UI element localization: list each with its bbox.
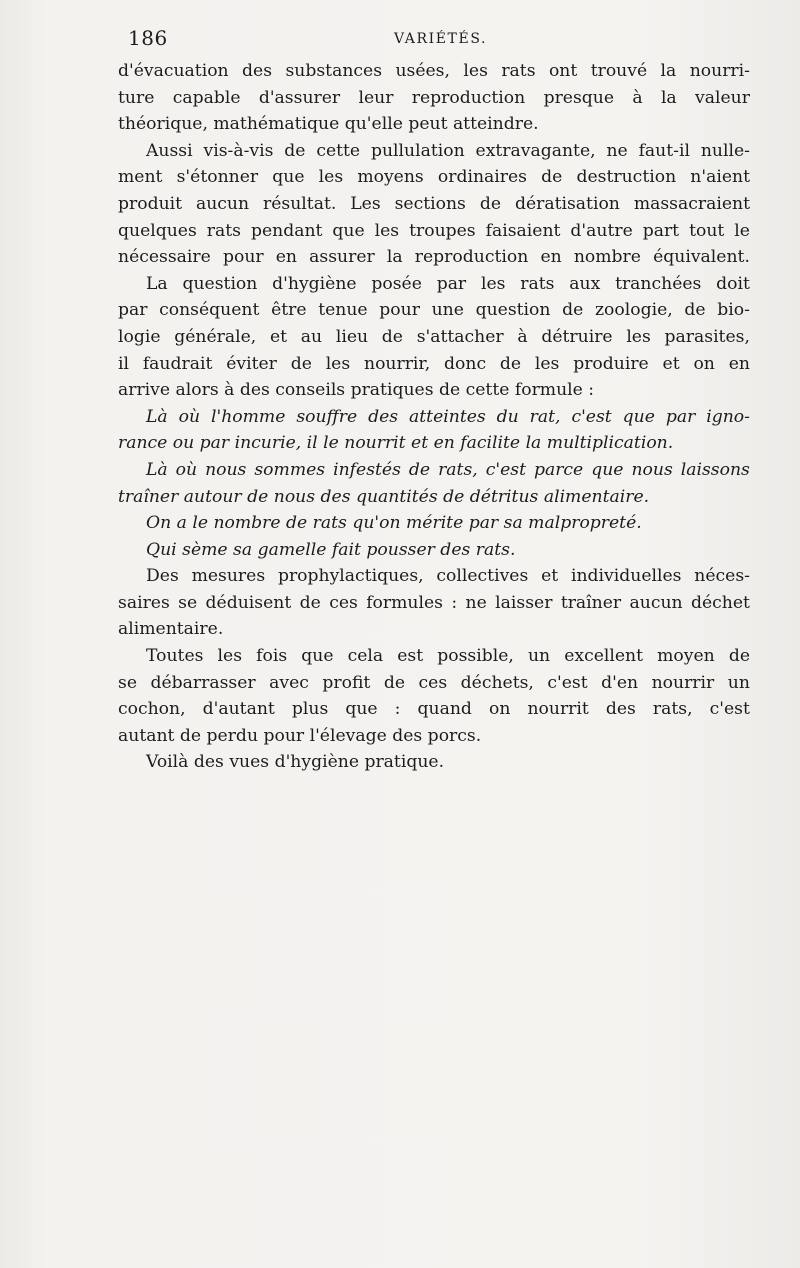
text-line [118,297,750,324]
word: moyen [657,646,715,667]
word: tout [689,220,725,241]
word: plus [291,699,329,720]
word: rats [520,273,555,294]
word: cette [316,140,361,161]
word: rats [501,61,536,81]
word: en [540,247,562,268]
text-line [118,377,750,404]
word: il [118,353,129,374]
word: en [275,247,298,268]
word: que [345,699,378,720]
word: excellent [564,646,644,667]
word: que [272,167,305,188]
text-line [118,244,750,271]
word: par [665,406,696,427]
word: : [394,699,401,720]
word: se [118,672,137,693]
word: de [562,300,584,321]
text-line [118,85,750,112]
word: de [290,353,312,374]
word: détruire [541,326,613,347]
word: conséquent [159,300,260,321]
word: posée [371,273,422,294]
word: cela [347,646,384,667]
word: un [527,646,551,667]
word: tenue [318,300,368,321]
word: substances [285,61,383,81]
word: nourrit [527,699,589,720]
word: nombre [573,247,641,268]
word: on [488,699,511,720]
word: massacraient [633,193,750,214]
word: débarrasser [150,672,256,693]
word: c'est [571,406,612,427]
word: déduisent [205,592,292,613]
text-line [118,537,750,564]
word: la [386,247,403,268]
word: cochon, [118,699,186,720]
word: et [269,326,288,347]
word: rats [206,220,241,241]
word: traîner [560,592,622,613]
word: bio- [717,300,750,321]
text-line [118,404,750,431]
word: d'hygiène [272,273,357,294]
word: ment [118,167,163,188]
word: d'autant [202,699,275,720]
word: d'autre [570,220,633,241]
word: nulle- [700,140,750,161]
word: logie [118,326,161,347]
word: profit [322,672,371,693]
text-line-content: arrive alors à des conseils pratiques de cette formule : [118,380,595,401]
word: leur [358,87,394,108]
text-line [118,430,750,457]
body-text [118,58,750,776]
word: de [284,140,306,161]
text-line [118,164,750,191]
word: parce [533,459,584,480]
word: avec [269,672,309,693]
text-line [118,271,750,298]
text-line [118,484,750,511]
word: atteintes [409,406,486,427]
word: ces [418,672,448,693]
word: moyens [357,167,424,188]
word: c'est [485,459,526,480]
word: ture [118,87,155,108]
word: les [217,646,243,667]
text-line [118,749,750,776]
word: nous [631,459,673,480]
word: de [684,300,706,321]
word: laissons [680,459,750,480]
word: nécessaire [118,247,211,268]
word: le [734,220,750,241]
word: usées, [395,61,450,81]
word: rat, [529,406,561,427]
word: est [397,646,424,667]
text-line-content: alimentaire. [118,619,224,640]
word: rats, [438,459,478,480]
text-line [118,58,750,85]
word: et [662,353,680,374]
word: pour [379,300,420,321]
word: s'attacher [416,326,504,347]
word: lieu [335,326,369,347]
word: pendant [250,220,323,241]
word: de [541,167,563,188]
word: ont [548,61,578,81]
text-line [118,670,750,697]
word: en [728,353,750,374]
word: rats, [652,699,693,720]
word: s'étonner [176,167,259,188]
word: saires [118,592,170,613]
word: les [626,326,651,347]
word: produire [573,353,649,374]
word: : [451,592,458,613]
word: trouvé [590,61,648,81]
word: souffre [296,406,358,427]
word: néces- [694,566,750,587]
word: les [318,167,344,188]
word: la [660,87,677,108]
word: des [242,61,273,81]
page-number: 186 [128,26,168,50]
word: un [727,672,750,693]
word: du [496,406,519,427]
word: prophylactiques, [277,566,424,587]
word: assurer [309,247,375,268]
word: être [271,300,307,321]
word: la [660,61,677,81]
word: c'est [709,699,750,720]
word: question [475,300,551,321]
text-line [118,563,750,590]
word: équivalent. [653,247,750,268]
word: au [300,326,323,347]
text-line [118,111,750,138]
word: possible, [437,646,514,667]
word: collectives [436,566,529,587]
word: part [642,220,680,241]
word: de [299,592,321,613]
word: faisaient [485,220,561,241]
word: Là [146,459,168,480]
word: des [605,699,636,720]
word: d'en [601,672,639,693]
word: question [182,273,258,294]
word: fois [256,646,288,667]
word: que [332,220,365,241]
word: résultat. [263,193,337,214]
text-line [118,643,750,670]
word: n'aient [690,167,750,188]
word: des [368,406,399,427]
word: parasites, [664,326,750,347]
text-line-content: On a le nombre de rats qu'on mérite par sa malpropreté. [146,513,642,534]
word: que [622,406,655,427]
word: les [534,353,560,374]
word: que [591,459,624,480]
word: produit [118,193,183,214]
word: dératisation [514,193,620,214]
word: de [408,459,431,480]
word: d'assurer [258,87,341,108]
word: c'est [547,672,588,693]
word: laisser [495,592,553,613]
text-line [118,191,750,218]
word: d'évacuation [118,61,229,81]
word: faudrait [142,353,213,374]
word: une [431,300,464,321]
word: valeur [695,87,750,108]
text-line-content: Voilà des vues d'hygiène pratique. [146,752,445,773]
word: troupes [409,220,476,241]
text-line [118,510,750,537]
word: capable [172,87,241,108]
word: nourrir, [364,353,431,374]
word: quand [417,699,472,720]
word: nous [205,459,247,480]
word: ces [329,592,358,613]
word: pullulation [370,140,465,161]
word: quelques [118,220,197,241]
word: on [693,353,715,374]
word: aucun [195,193,250,214]
word: ne [606,140,628,161]
word: les [374,220,400,241]
text-line [118,218,750,245]
word: igno- [706,406,750,427]
word: les [480,273,506,294]
word: donc [444,353,487,374]
word: destruction [576,167,677,188]
text-line [118,616,750,643]
word: à [632,87,643,108]
word: Les [350,193,381,214]
word: par [436,273,467,294]
word: pour [222,247,264,268]
text-line-content: Qui sème sa gamelle fait pousser des rats. [146,539,516,560]
word: de [383,672,406,693]
word: Des [146,566,179,587]
word: par [118,300,148,321]
word: de [728,646,750,667]
word: générale, [174,326,257,347]
word: de [479,193,501,214]
word: formules [366,592,443,613]
word: les [325,353,351,374]
word: tranchées [615,273,702,294]
word: où [178,406,201,427]
text-line [118,138,750,165]
word: sommes [254,459,326,480]
word: que [301,646,334,667]
word: mesures [191,566,266,587]
word: Toutes [146,646,204,667]
word: reproduction [411,87,526,108]
word: Là [146,406,168,427]
word: de [381,326,403,347]
text-line [118,723,750,750]
word: aucun [629,592,683,613]
word: les [463,61,488,81]
word: déchets, [460,672,534,693]
text-line-content: rance ou par incurie, il le nourrit et en facilite la multiplication. [118,433,674,454]
page-header [114,26,754,56]
word: La [146,273,168,294]
word: nourri- [689,61,750,81]
word: à [517,326,528,347]
word: zoologie, [595,300,673,321]
running-head: VARIÉTÉS. [394,31,488,47]
text-line [118,590,750,617]
word: extravagante, [475,140,596,161]
word: vis-à-vis [203,140,274,161]
text-line-content: autant de perdu pour l'élevage des porcs. [118,725,482,746]
word: déchet [690,592,750,613]
word: individuelles [570,566,682,587]
text-line [118,696,750,723]
word: l'homme [210,406,286,427]
word: aux [569,273,601,294]
word: faut-il [638,140,690,161]
text-line [118,324,750,351]
word: infestés [333,459,401,480]
text-line-content: traîner autour de nous des quantités de détritus alimentaire. [118,486,650,507]
word: doit [716,273,750,294]
word: sections [394,193,466,214]
word: nourrir [651,672,715,693]
word: se [178,592,198,613]
word: et [541,566,559,587]
word: ordinaires [437,167,527,188]
word: Aussi [146,140,193,161]
word: reproduction [414,247,529,268]
word: ne [465,592,487,613]
word: de [499,353,522,374]
word: où [175,459,198,480]
word: presque [543,87,615,108]
text-line [118,457,750,484]
word: éviter [226,353,277,374]
text-line-content: théorique, mathématique qu'elle peut atteindre. [118,114,539,135]
text-line [118,351,750,378]
